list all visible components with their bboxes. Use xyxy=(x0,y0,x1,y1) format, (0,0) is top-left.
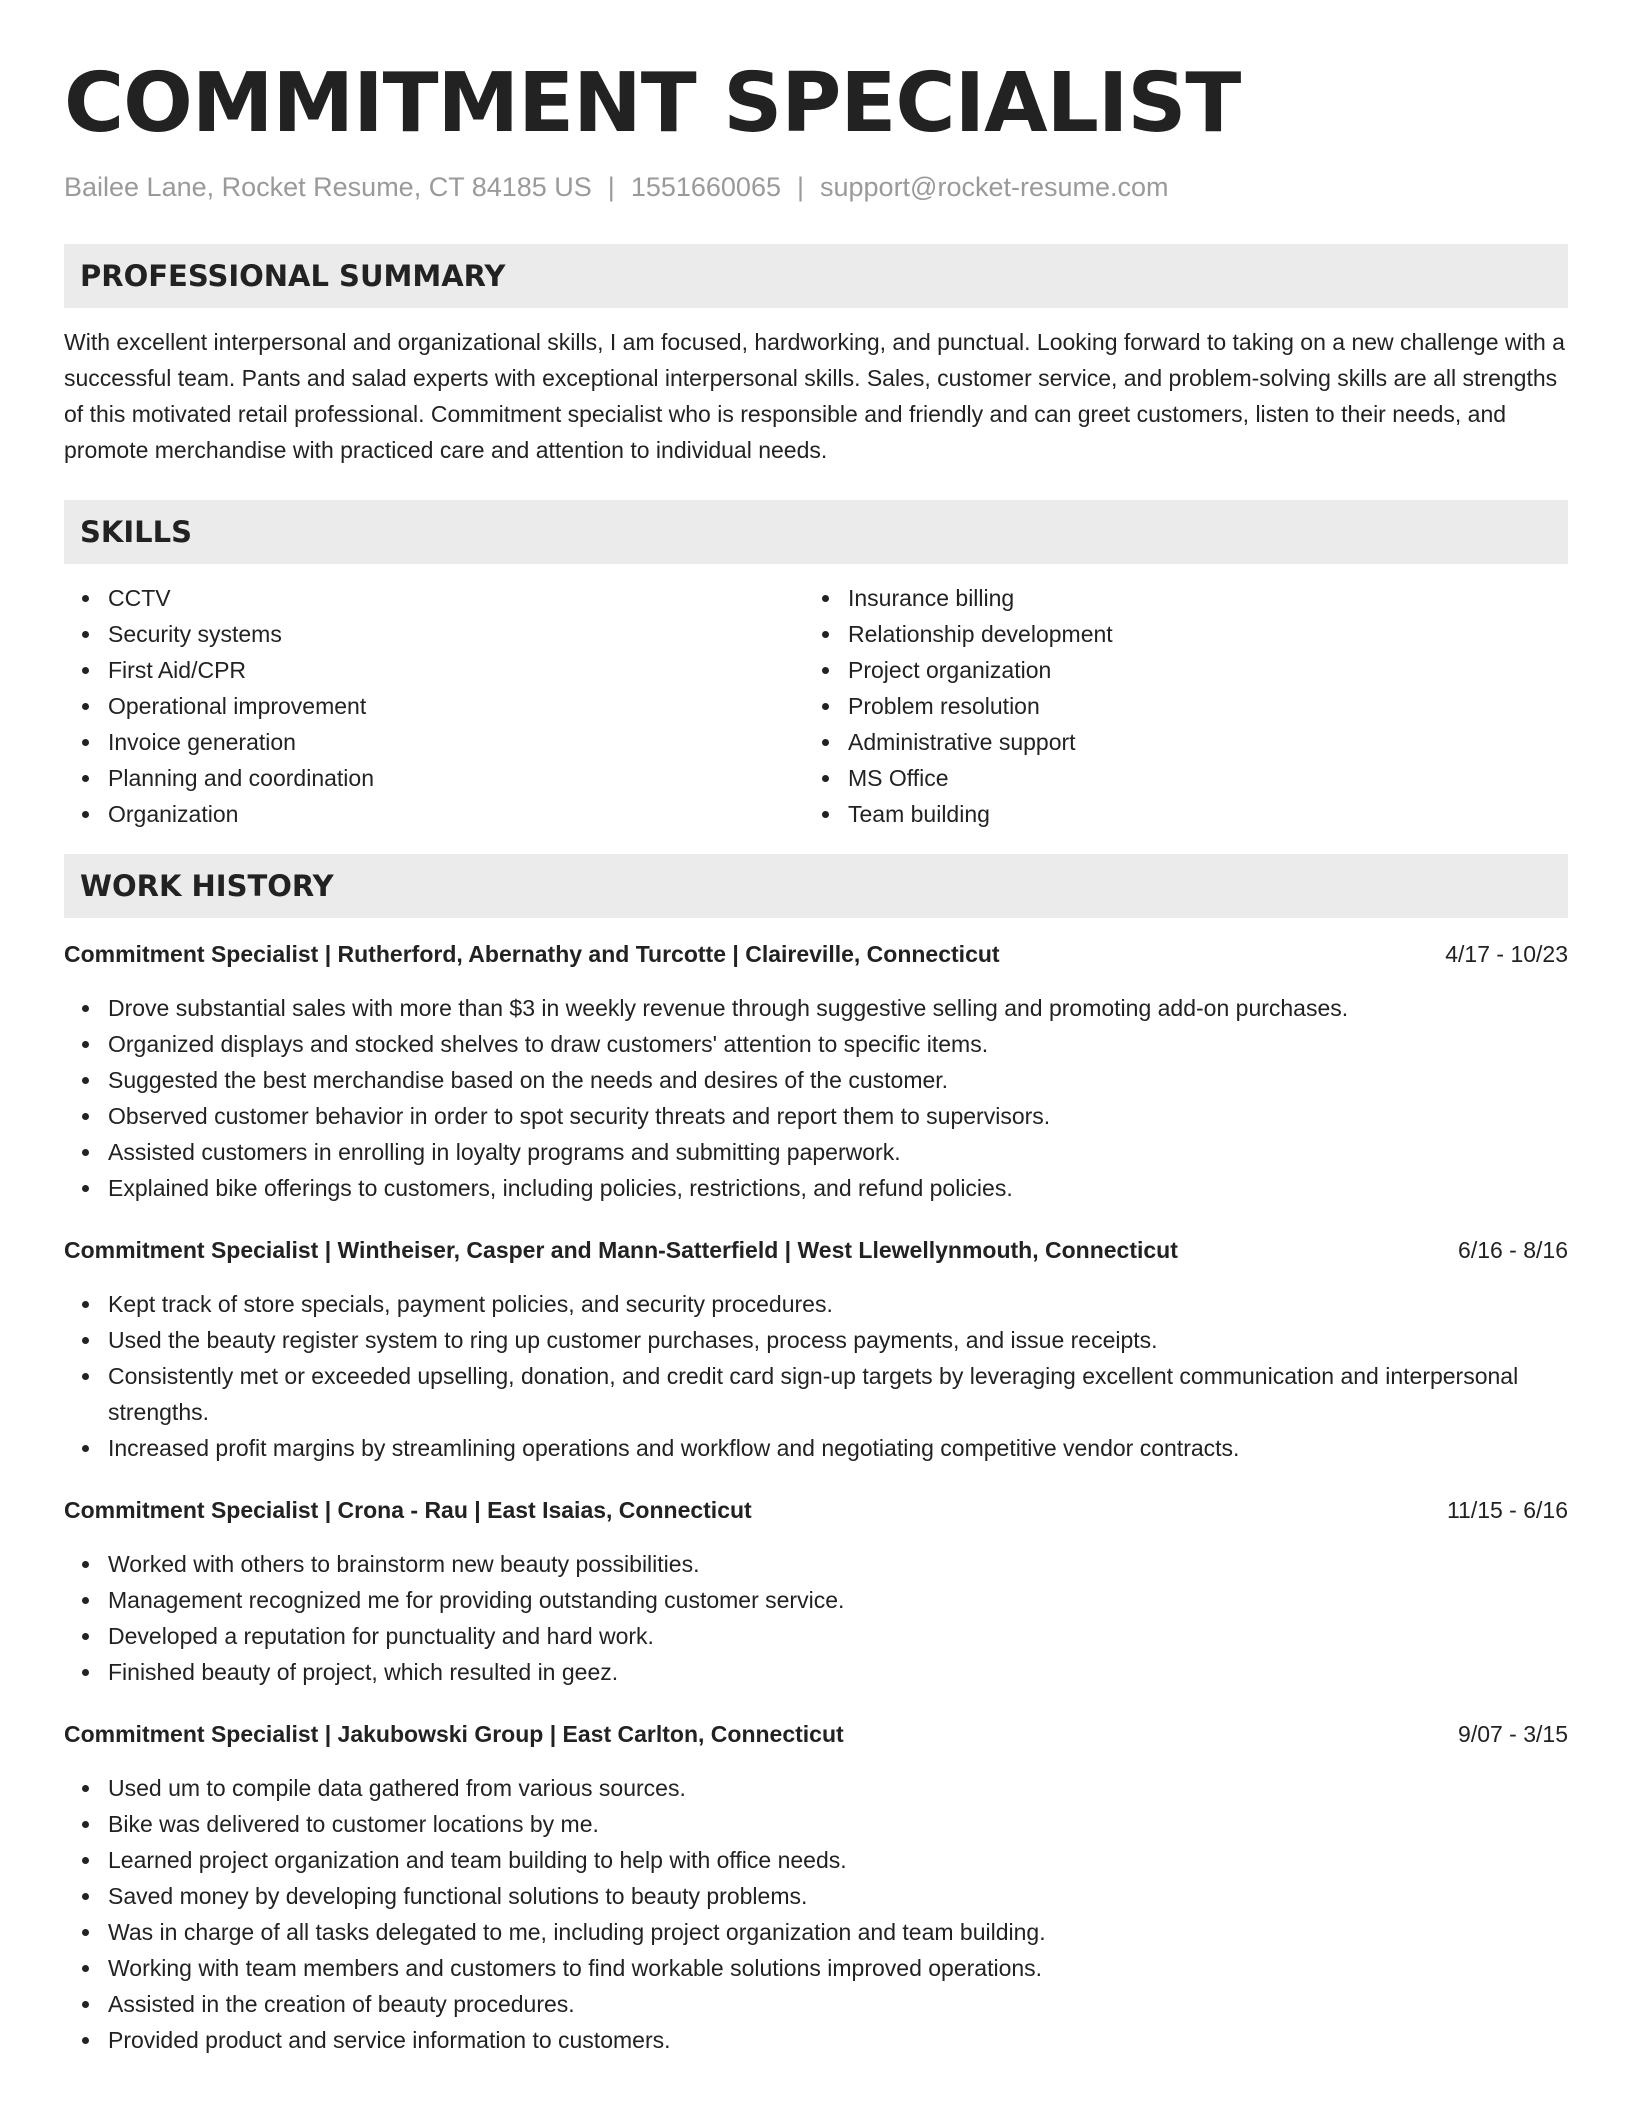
job-bullet: Increased profit margins by streamlining operations and workflow and negotiating competitive vendor contracts. xyxy=(108,1430,1568,1466)
skill-item: MS Office xyxy=(848,760,1544,796)
job-bullet: Developed a reputation for punctuality and hard work. xyxy=(108,1618,1568,1654)
skill-item: Invoice generation xyxy=(108,724,804,760)
job-dates: 9/07 - 3/15 xyxy=(1458,1721,1568,1747)
skill-item: Planning and coordination xyxy=(108,760,804,796)
job-bullet: Observed customer behavior in order to spot security threats and report them to supervisors. xyxy=(108,1098,1568,1134)
job-dates: 4/17 - 10/23 xyxy=(1445,941,1568,967)
job-bullet: Used the beauty register system to ring up customer purchases, process payments, and issue receipts. xyxy=(108,1322,1568,1358)
job-title: Commitment Specialist | Jakubowski Group | East Carlton, Connecticut xyxy=(64,1721,844,1747)
job-dates: 6/16 - 8/16 xyxy=(1458,1237,1568,1263)
section-heading-skills: SKILLS xyxy=(64,500,1568,564)
skill-item: Relationship development xyxy=(848,616,1544,652)
job-title: Commitment Specialist | Wintheiser, Casper and Mann-Satterfield | West Llewellynmouth, Connecticut xyxy=(64,1237,1178,1263)
skill-item: Security systems xyxy=(108,616,804,652)
job-bullets xyxy=(64,990,1568,1206)
job-bullet: Drove substantial sales with more than $3 in weekly revenue through suggestive selling and promoting add-on purchases. xyxy=(108,990,1568,1026)
contact-separator: | xyxy=(796,172,804,202)
job-bullets xyxy=(64,1770,1568,2058)
job-bullet: Working with team members and customers to find workable solutions improved operations. xyxy=(108,1950,1568,1986)
skills-list xyxy=(64,580,1568,832)
contact-address: Bailee Lane, Rocket Resume, CT 84185 US xyxy=(64,172,592,202)
job-bullet: Saved money by developing functional solutions to beauty problems. xyxy=(108,1878,1568,1914)
job-header xyxy=(64,1716,1568,1752)
job-bullet: Worked with others to brainstorm new beauty possibilities. xyxy=(108,1546,1568,1582)
skills-column-right xyxy=(804,580,1544,832)
job-entry xyxy=(64,1716,1568,2058)
job-bullet: Assisted customers in enrolling in loyalty programs and submitting paperwork. xyxy=(108,1134,1568,1170)
job-bullet: Kept track of store specials, payment policies, and security procedures. xyxy=(108,1286,1568,1322)
skill-item: Project organization xyxy=(848,652,1544,688)
skill-item: First Aid/CPR xyxy=(108,652,804,688)
job-title: Commitment Specialist | Crona - Rau | East Isaias, Connecticut xyxy=(64,1497,752,1523)
job-entry xyxy=(64,936,1568,1206)
skill-item: Problem resolution xyxy=(848,688,1544,724)
job-bullets xyxy=(64,1546,1568,1690)
job-bullet: Suggested the best merchandise based on the needs and desires of the customer. xyxy=(108,1062,1568,1098)
job-bullet: Used um to compile data gathered from various sources. xyxy=(108,1770,1568,1806)
work-history-list xyxy=(64,936,1568,2058)
contact-email: support@rocket-resume.com xyxy=(820,172,1169,202)
job-bullet: Bike was delivered to customer locations by me. xyxy=(108,1806,1568,1842)
job-entry xyxy=(64,1492,1568,1690)
job-bullet: Finished beauty of project, which resulted in geez. xyxy=(108,1654,1568,1690)
skill-item: Insurance billing xyxy=(848,580,1544,616)
job-header xyxy=(64,936,1568,972)
skill-item: Operational improvement xyxy=(108,688,804,724)
skills-column-left xyxy=(64,580,804,832)
job-title: Commitment Specialist | Rutherford, Abernathy and Turcotte | Claireville, Connecticut xyxy=(64,941,1000,967)
job-bullet: Consistently met or exceeded upselling, donation, and credit card sign-up targets by leveraging excellent communication and interpersonal strengths. xyxy=(108,1358,1568,1430)
job-bullet: Management recognized me for providing outstanding customer service. xyxy=(108,1582,1568,1618)
summary-text: With excellent interpersonal and organizational skills, I am focused, hardworking, and punctual. Looking forward to taking on a new challenge with a successful team. Pants and salad experts with exceptional interpersonal skills. Sales, customer service, and problem-solving skills are all strengths of this motivated retail professional. Commitment specialist who is responsible and friendly and can greet customers, listen to their needs, and promote merchandise with practiced care and attention to individual needs. xyxy=(64,329,1565,463)
skill-item: Organization xyxy=(108,796,804,832)
page-title: COMMITMENT SPECIALIST xyxy=(64,56,1241,151)
skill-item: Administrative support xyxy=(848,724,1544,760)
job-bullet: Was in charge of all tasks delegated to me, including project organization and team building. xyxy=(108,1914,1568,1950)
job-header xyxy=(64,1232,1568,1268)
section-heading-work-history: WORK HISTORY xyxy=(64,854,1568,918)
job-bullet: Provided product and service information to customers. xyxy=(108,2022,1568,2058)
contact-separator: | xyxy=(607,172,615,202)
job-bullet: Explained bike offerings to customers, including policies, restrictions, and refund policies. xyxy=(108,1170,1568,1206)
job-bullet: Organized displays and stocked shelves to draw customers' attention to specific items. xyxy=(108,1026,1568,1062)
skill-item: CCTV xyxy=(108,580,804,616)
skill-item: Team building xyxy=(848,796,1544,832)
contact-line xyxy=(64,170,1568,204)
job-entry xyxy=(64,1232,1568,1466)
job-bullet: Assisted in the creation of beauty procedures. xyxy=(108,1986,1568,2022)
job-bullet: Learned project organization and team building to help with office needs. xyxy=(108,1842,1568,1878)
job-bullets xyxy=(64,1286,1568,1466)
contact-phone: 1551660065 xyxy=(630,172,781,202)
job-header xyxy=(64,1492,1568,1528)
section-heading-summary: PROFESSIONAL SUMMARY xyxy=(64,244,1568,308)
job-dates: 11/15 - 6/16 xyxy=(1446,1497,1568,1523)
